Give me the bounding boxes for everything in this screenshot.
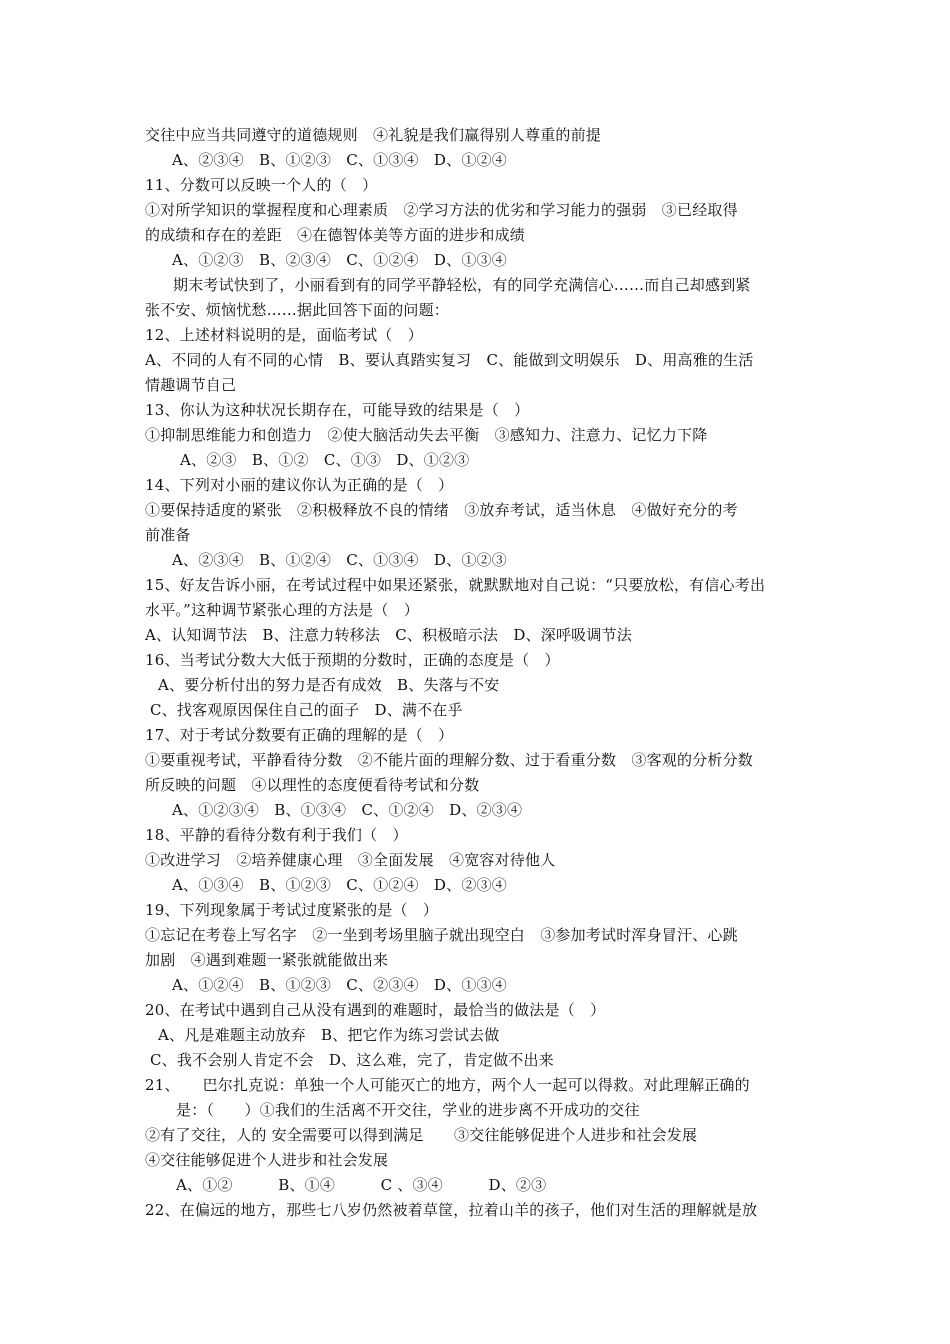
text-line: 15、好友告诉小丽，在考试过程中如果还紧张，就默默地对自己说：“只要放松，有信心考出	[145, 576, 766, 594]
text-line: 17、对于考试分数要有正确的理解的是（ ）	[145, 726, 454, 744]
text-line: 张不安、烦恼忧愁……据此回答下面的问题：	[145, 301, 450, 319]
text-line: A、认知调节法 B、注意力转移法 C、积极暗示法 D、深呼吸调节法	[145, 626, 632, 644]
text-line: 11、分数可以反映一个人的（ ）	[145, 176, 378, 194]
text-line: ②有了交往，人的 安全需要可以得到满足 ③交往能够促进个人进步和社会发展	[145, 1126, 698, 1144]
text-line: 14、下列对小丽的建议你认为正确的是（ ）	[145, 476, 454, 494]
text-line: 交往中应当共同遵守的道德规则 ④礼貌是我们赢得别人尊重的前提	[145, 126, 602, 144]
text-line: A、要分析付出的努力是否有成效 B、失落与不安	[158, 676, 500, 694]
text-line: 12、上述材料说明的是，面临考试（ ）	[145, 326, 423, 344]
text-line: ①要重视考试，平静看待分数 ②不能片面的理解分数、过于看重分数 ③客观的分析分数	[145, 751, 754, 769]
text-line: 情趣调节自己	[145, 376, 237, 394]
text-line: 13、你认为这种状况长期存在，可能导致的结果是（ ）	[145, 401, 530, 419]
text-line: A、凡是难题主动放弃 B、把它作为练习尝试去做	[158, 1026, 500, 1044]
text-line: C、我不会别人肯定不会 D、这么难，完了，肯定做不出来	[150, 1051, 554, 1069]
text-line: A、①②③④ B、①③④ C、①②④ D、②③④	[172, 801, 523, 819]
text-line: ①改进学习 ②培养健康心理 ③全面发展 ④宽容对待他人	[145, 851, 556, 869]
text-line: A、①③④ B、①②③ C、①②④ D、②③④	[172, 876, 507, 894]
text-line: 21、 巴尔扎克说：单独一个人可能灭亡的地方，两个人一起可以得救。对此理解正确的	[145, 1076, 750, 1094]
text-line: ④交往能够促进个人进步和社会发展	[145, 1151, 389, 1169]
text-line: A、不同的人有不同的心情 B、要认真踏实复习 C、能做到文明娱乐 D、用高雅的生活	[145, 351, 754, 369]
text-line: ①对所学知识的掌握程度和心理素质 ②学习方法的优劣和学习能力的强弱 ③已经取得	[145, 201, 738, 219]
text-line: ①抑制思维能力和创造力 ②使大脑活动失去平衡 ③感知力、注意力、记忆力下降	[145, 426, 708, 444]
text-line: 20、在考试中遇到自己从没有遇到的难题时，最恰当的做法是（ ）	[145, 1001, 606, 1019]
text-line: A、①② B、①④ C 、③④ D、②③	[176, 1176, 547, 1194]
text-line: A、②③④ B、①②③ C、①③④ D、①②④	[172, 151, 507, 169]
text-line: 16、当考试分数大大低于预期的分数时，正确的态度是（ ）	[145, 651, 560, 669]
text-line: 前准备	[145, 526, 191, 544]
text-line: A、①②③ B、②③④ C、①②④ D、①③④	[172, 251, 507, 269]
text-line: 所反映的问题 ④以理性的态度便看待考试和分数	[145, 776, 480, 794]
text-line: ①要保持适度的紧张 ②积极释放不良的情绪 ③放弃考试，适当休息 ④做好充分的考	[145, 501, 738, 519]
text-line: A、①②④ B、①②③ C、②③④ D、①③④	[172, 976, 507, 994]
text-line: 加剧 ④遇到难题一紧张就能做出来	[145, 951, 389, 969]
text-line: 水平。”这种调节紧张心理的方法是（ ）	[145, 601, 419, 619]
text-line: A、②③ B、①② C、①③ D、①②③	[180, 451, 470, 469]
text-line: C、找客观原因保住自己的面子 D、满不在乎	[150, 701, 463, 719]
text-line: 的成绩和存在的差距 ④在德智体美等方面的进步和成绩	[145, 226, 526, 244]
text-line: 22、在偏远的地方，那些七八岁仍然被着草筐，拉着山羊的孩子，他们对生活的理解就是放	[145, 1201, 758, 1219]
text-line: 19、下列现象属于考试过度紧张的是（ ）	[145, 901, 439, 919]
text-line: A、②③④ B、①②④ C、①③④ D、①②③	[172, 551, 507, 569]
text-line: ①忘记在考卷上写名字 ②一坐到考场里脑子就出现空白 ③参加考试时浑身冒汗、心跳	[145, 926, 738, 944]
text-line: 18、平静的看待分数有利于我们（ ）	[145, 826, 408, 844]
text-line: 期末考试快到了，小丽看到有的同学平静轻松，有的同学充满信心……而自己却感到紧	[173, 276, 751, 294]
text-line: 是：（ ）①我们的生活离不开交往，学业的进步离不开成功的交往	[176, 1101, 640, 1119]
